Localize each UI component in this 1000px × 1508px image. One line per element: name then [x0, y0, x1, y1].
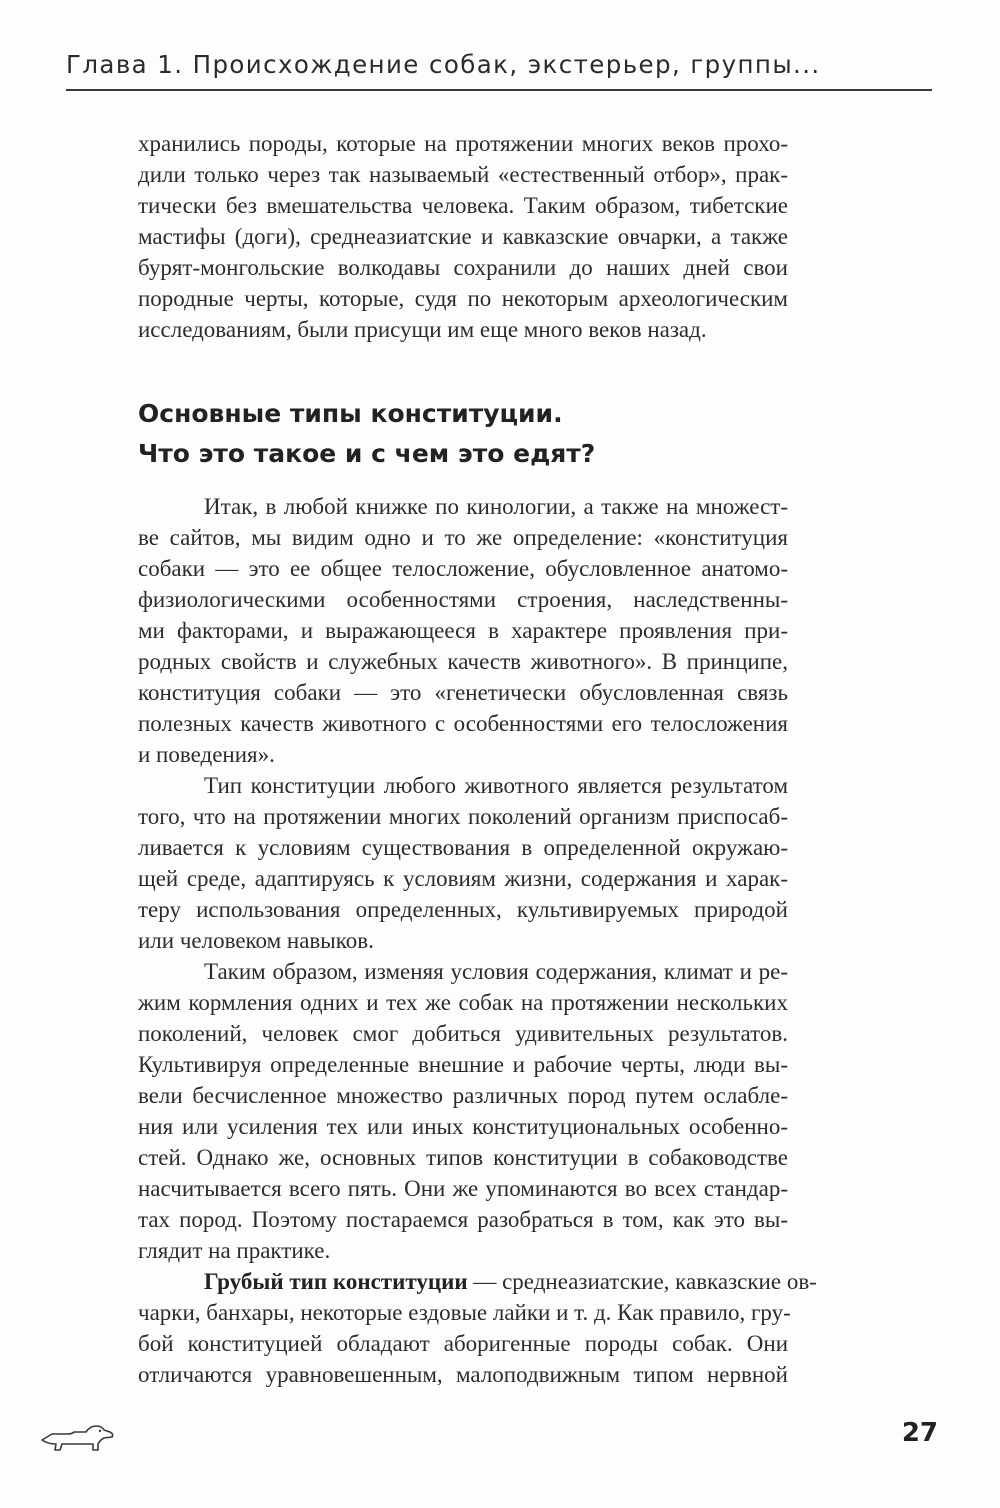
text-line: ливается к условиям существования в определенной окружаю-	[138, 835, 788, 860]
text-line: бурят-монгольские волкодавы сохранили до наших дней свои	[138, 255, 788, 280]
text-line: жим кормления одних и тех же собак на протяжении нескольких	[138, 990, 788, 1015]
text-line: глядит на практике.	[138, 1238, 331, 1263]
text-line: Тип конституции любого животного является результатом	[204, 773, 788, 798]
body-text	[138, 491, 817, 1390]
text-line: того, что на протяжении многих поколений организм приспосаб-	[138, 804, 788, 829]
text-line: породные черты, которые, судя по некоторым археологическим	[138, 286, 788, 311]
text-line: мастифы (доги), среднеазиатские и кавказские овчарки, а также	[138, 224, 788, 249]
text-line: теру использования определенных, культивируемых природой	[138, 897, 788, 922]
header-rule	[66, 89, 932, 91]
text-line: тах пород. Поэтому постараемся разобраться в том, как это вы-	[138, 1207, 788, 1232]
text-line: стей. Однако же, основных типов конституции в собаководстве	[138, 1145, 788, 1170]
text-line: и поведения».	[138, 742, 275, 767]
text-line: ния или усиления тех или иных конституциональных особенно-	[138, 1114, 788, 1139]
text-line: дили только через так называемый «естественный отбор», прак-	[138, 162, 788, 187]
bold-term: Грубый тип конституции	[204, 1269, 468, 1294]
section-heading	[138, 394, 838, 474]
page-number: 27	[901, 1418, 938, 1448]
intro-paragraph	[138, 128, 788, 345]
text-line: Итак, в любой книжке по кинологии, а также на множест-	[204, 494, 788, 519]
text-line: физиологическими особенностями строения, наследственны-	[138, 587, 788, 612]
text-line: чарки, банхары, некоторые ездовые лайки и т. д. Как правило, гру-	[138, 1300, 791, 1325]
text-line: конституция собаки — это «генетически обусловленная связь	[138, 680, 788, 705]
text-line: Грубый тип конституции — среднеазиатские, кавказские ов-	[204, 1269, 817, 1294]
text-line: Таким образом, изменяя условия содержания, климат и ре-	[204, 959, 788, 984]
text-line: или человеком навыков.	[138, 928, 374, 953]
text-line: поколений, человек смог добиться удивительных результатов.	[138, 1021, 788, 1046]
text-line: собаки — это ее общее телосложение, обусловленное анатомо-	[138, 556, 788, 581]
text-line: полезных качеств животного с особенностями его телосложения	[138, 711, 788, 736]
text-line: бой конституцией обладают аборигенные породы собак. Они	[138, 1331, 788, 1356]
running-head: Глава 1. Происхождение собак, экстерьер, группы...	[66, 50, 821, 79]
text-line: родных свойств и служебных качеств животного». В принципе,	[138, 649, 788, 674]
text-line: щей среде, адаптируясь к условиям жизни, содержания и харак-	[138, 866, 788, 891]
dachshund-icon	[38, 1418, 118, 1456]
text-line: вели бесчисленное множество различных пород путем ослабле-	[138, 1083, 788, 1108]
text-line: насчитывается всего пять. Они же упоминаются во всех стандар-	[138, 1176, 788, 1201]
section-heading-line: Основные типы конституции.	[138, 399, 563, 428]
text-line: ве сайтов, мы видим одно и то же определение: «конституция	[138, 525, 788, 550]
text-line: хранились породы, которые на протяжении многих веков прохо-	[138, 131, 788, 156]
text-line: Культивируя определенные внешние и рабочие черты, люди вы-	[138, 1052, 788, 1077]
text-line: ми факторами, и выражающееся в характере проявления при-	[138, 618, 788, 643]
text-line: исследованиям, были присущи им еще много веков назад.	[138, 317, 707, 342]
section-heading-line: Что это такое и с чем это едят?	[138, 439, 596, 468]
text-line: тически без вмешательства человека. Таким образом, тибетские	[138, 193, 788, 218]
text-line: отличаются уравновешенным, малоподвижным типом нервной	[138, 1362, 788, 1387]
